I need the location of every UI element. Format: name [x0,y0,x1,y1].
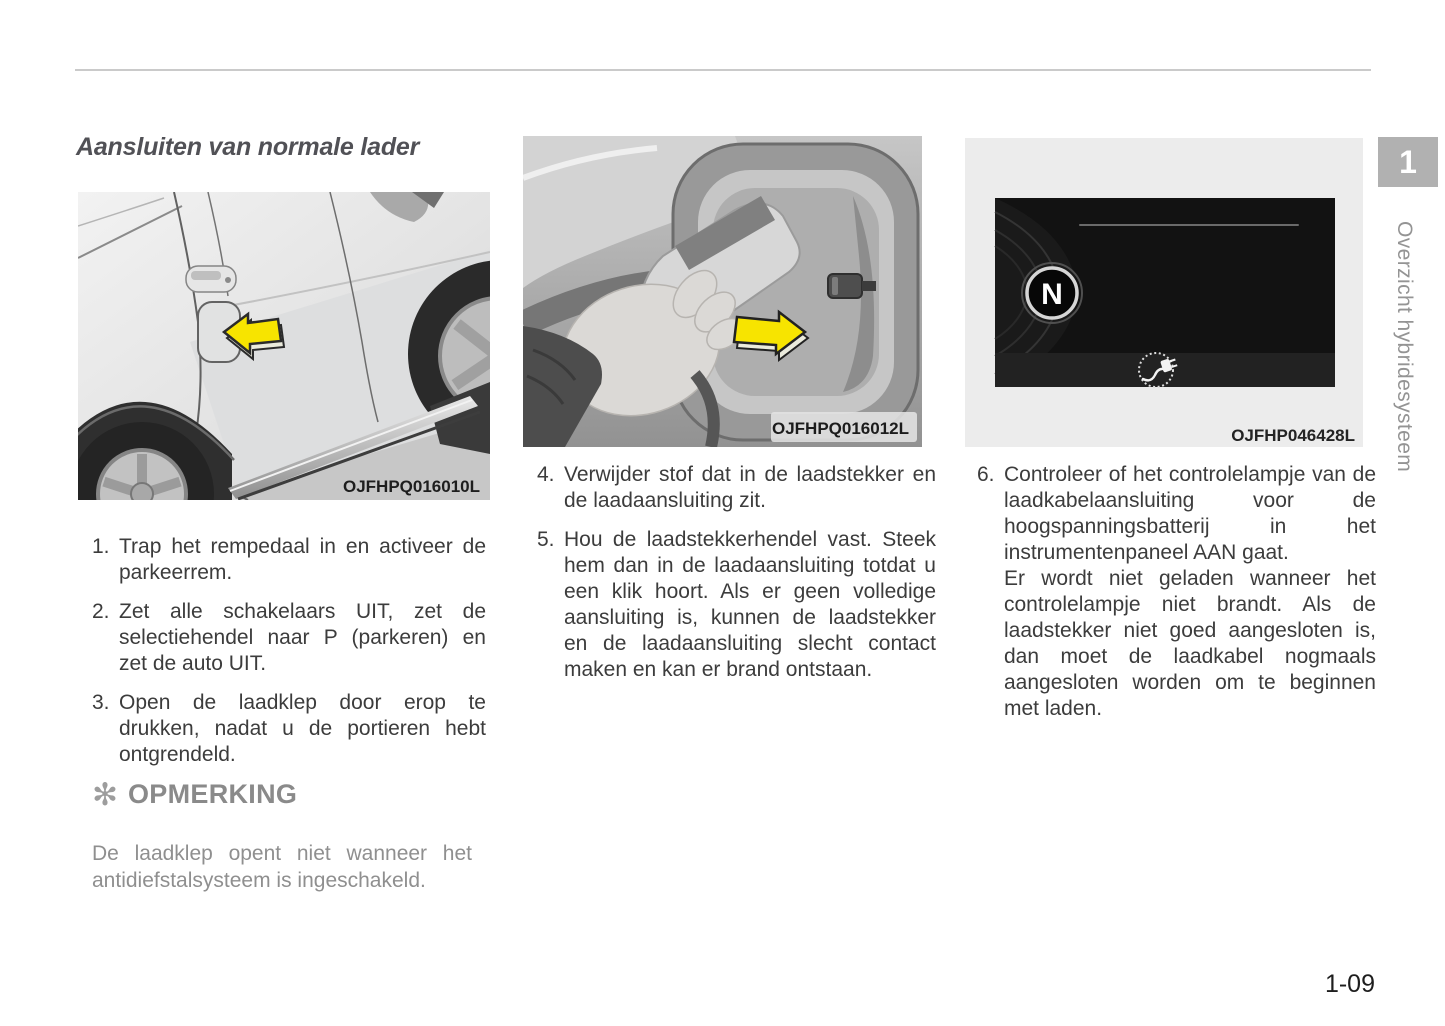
steps-list-middle [537,462,936,696]
instrument-cluster-illustration [965,138,1363,447]
step-text: Controleer of het controlelampje van de laadkabelaansluiting voor de hoogspanningsbatterij in het instrumentenpaneel AAN gaat. [1004,463,1376,564]
figure-instrument-cluster [965,138,1363,447]
figure-charging-plug-insert [523,136,922,447]
note-heading-label: OPMERKING [127,779,298,809]
note-text: De laadklep opent niet wanneer het antidiefstalsysteem is ingeschakeld. [92,842,472,892]
step-item-2 [92,599,486,677]
display-divider-line [1079,224,1299,226]
step-number: 1. [92,535,110,558]
step-number: 3. [92,691,110,714]
note-asterisk-icon: ✻ [92,777,118,812]
plug-insert-illustration [523,136,922,447]
connector-highlight [832,277,838,295]
step-text: Hou de laadstekkerhendel vast. Steek hem dan in de laadaansluiting totdat u een klik hoort. Als er geen volledige aansluiting is, kunnen de laadstekker en de laadaansluiting slecht contact maken en kan er brand ontstaan. [564,528,936,681]
car-side-illustration [78,192,490,500]
door-lock-dot [225,277,231,283]
door-handle-detail [191,271,221,280]
page-title: Aansluiten van normale lader [76,133,420,161]
chapter-tab [1378,137,1438,187]
sidebar-vertical-label: Overzicht hybridesysteem [1393,221,1416,473]
steps-list-left [92,534,486,781]
step-text: Verwijder stof dat in de laadstekker en de laadaansluiting zit. [564,463,936,512]
chapter-number: 1 [1399,143,1417,180]
page-number: 1-09 [1324,970,1375,998]
connector-stem [862,281,876,291]
step-number: 6. [977,463,995,486]
front-hub-cap [131,483,153,500]
figure-car-charging-flap [78,192,490,500]
step-number: 2. [92,600,110,623]
gear-indicator-letter: N [1041,278,1063,311]
steps-list-right [977,462,1376,735]
step-text: Zet alle schakelaars UIT, zet de selectiehendel naar P (parkeren) en zet de auto UIT. [119,600,486,675]
step-number: 4. [537,463,555,486]
step-text: Open de laadklep door erop te drukken, nadat u de portieren hebt ontgrendeld. [119,691,486,766]
figure-code-label: OJFHPQ016012L [771,419,909,438]
step-item-1 [92,534,486,586]
step-text-continued: Er wordt niet geladen wanneer het controlelampje niet brandt. Als de laadstekker niet goed aangesloten is, dan moet de laadkabel nogmaals aangesloten worden om te beginnen met laden. [1004,567,1376,720]
step-item-5 [537,527,936,683]
step-item-3 [92,690,486,768]
step-item-6 [977,462,1376,722]
step-text: Trap het rempedaal in en activeer de parkeerrem. [119,535,486,584]
figure-code-label: OJFHP046428L [1231,426,1355,445]
figure-code-label: OJFHPQ016010L [342,477,480,496]
step-number: 5. [537,528,555,551]
note-section-heading [92,779,297,810]
top-rule [75,69,1371,71]
step-item-4 [537,462,936,514]
